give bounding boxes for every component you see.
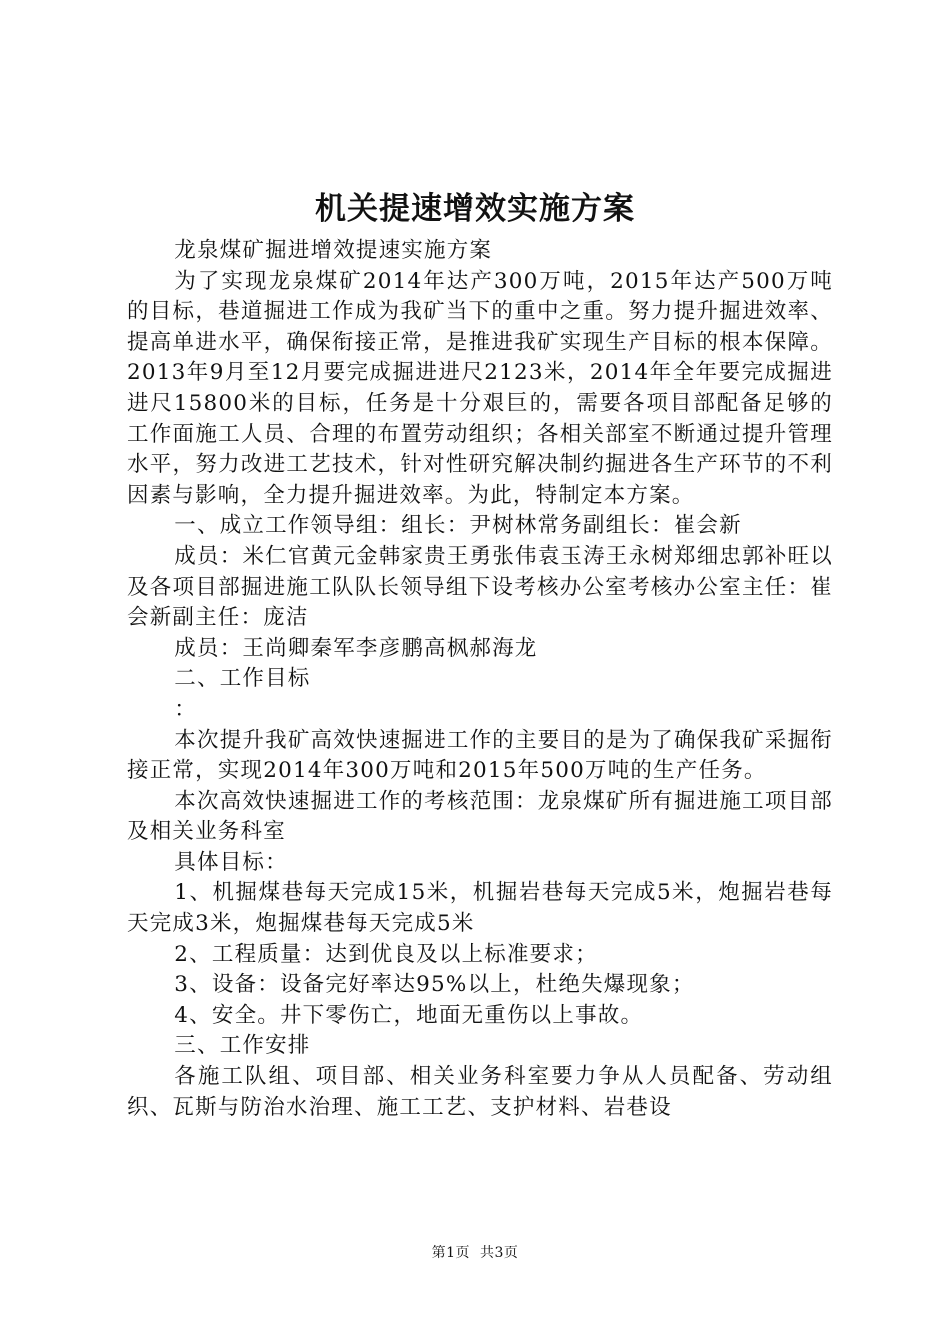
paragraph-section-3-heading: 三、工作安排 <box>174 1033 311 1059</box>
document-body <box>127 236 833 1123</box>
paragraph-members-1: 成员：米仁官黄元金韩家贵王勇张伟袁玉涛王永树郑细忠郭补旺以及各项目部掘进施工队队长领导组下设考核办公室考核办公室主任：崔会新副主任：庞洁 <box>127 543 833 631</box>
paragraph-goal-4: 4、安全。井下零伤亡，地面无重伤以上事故。 <box>174 1002 644 1028</box>
paragraph-scope: 本次高效快速掘进工作的考核范围：龙泉煤矿所有掘进施工项目部及相关业务科室 <box>127 788 833 845</box>
paragraph-section-1-heading: 一、成立工作领导组：组长：尹树林常务副组长：崔会新 <box>174 513 742 539</box>
page-footer <box>0 1243 950 1263</box>
paragraph-section-2-heading: 二、工作目标 <box>174 666 311 692</box>
paragraph-goal-1: 1、机掘煤巷每天完成15米，机掘岩巷每天完成5米，炮掘岩巷每天完成3米，炮掘煤巷每天完成5米 <box>127 880 833 937</box>
paragraph-goal-2: 2、工程质量：达到优良及以上标准要求； <box>174 941 598 967</box>
paragraph-members-2: 成员：王尚卿秦军李彦鹏高枫郝海龙 <box>174 635 538 661</box>
paragraph-intro: 为了实现龙泉煤矿2014年达产300万吨，2015年达产500万吨的目标，巷道掘进工作成为我矿当下的重中之重。努力提升掘进效率、提高单进水平，确保衔接正常，是推进我矿实现生产目标的根本保障。2013年9月至12月要完成掘进进尺2123米，2014年全年要完成掘进进尺15800米的目标，任务是十分艰巨的，需要各项目部配备足够的工作面施工人员、合理的布置劳动组织；各相关部室不断通过提升管理水平，努力改进工艺技术，针对性研究解决制约掘进各生产环节的不利因素与影响，全力提升掘进效率。为此，特制定本方案。 <box>127 268 833 508</box>
page-total: 共3页 <box>480 1245 519 1261</box>
paragraph-arrangement: 各施工队组、项目部、相关业务科室要力争从人员配备、劳动组织、瓦斯与防治水治理、施工工艺、支护材料、岩巷设 <box>127 1064 833 1120</box>
paragraph-specific-goals: 具体目标： <box>174 849 288 875</box>
paragraph-goal-3: 3、设备：设备完好率达95%以上，杜绝失爆现象； <box>174 972 695 998</box>
paragraph-colon: ： <box>174 696 197 722</box>
paragraph-subtitle: 龙泉煤矿掘进增效提速实施方案 <box>174 238 493 263</box>
document-title: 机关提速增效实施方案 <box>315 191 635 227</box>
page-number: 第1页 <box>431 1245 470 1261</box>
paragraph-purpose: 本次提升我矿高效快速掘进工作的主要目的是为了确保我矿采掘衔接正常，实现2014年300万吨和2015年500万吨的生产任务。 <box>127 727 833 784</box>
